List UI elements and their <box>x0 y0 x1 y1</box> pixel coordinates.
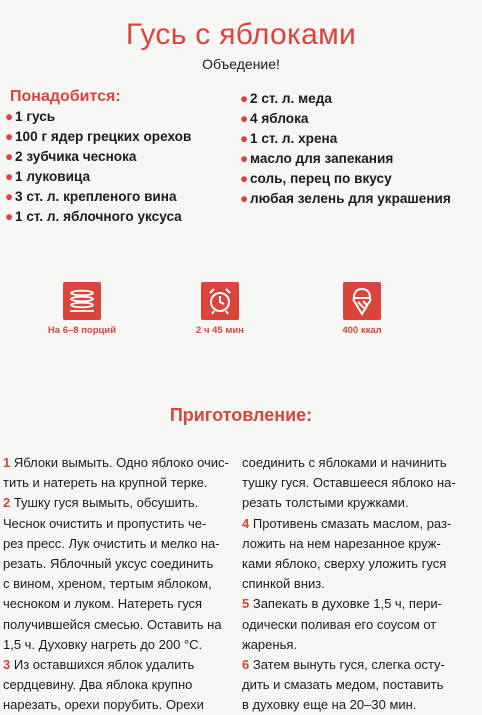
ingredient-item: ● любая зелень для украшения <box>240 189 451 209</box>
step-number: 2 <box>3 495 11 511</box>
text-line: 5 Запекать в духовке 1,5 ч, пери- <box>242 596 442 612</box>
ingredient-item: ● 100 г ядер грецких орехов <box>5 127 191 147</box>
text-line: резать. Яблочный уксус соединить <box>3 555 214 571</box>
ingredient-item: ● 1 луковица <box>5 167 191 187</box>
step-number: 6 <box>242 656 250 672</box>
alarm-clock-icon <box>201 282 239 320</box>
text-line: 4 Противень смазать маслом, раз- <box>242 515 452 531</box>
bullet-icon: ● <box>240 151 249 166</box>
text-line: в духовку еще на 20–30 мин. <box>242 697 417 713</box>
text-line: чесноком и луком. Натереть гуся <box>3 596 203 612</box>
recipe-title: Гусь с яблоками <box>125 18 357 51</box>
text-line: 3 Из оставшихся яблок удалить <box>3 656 195 672</box>
text-line: 6 Затем вынуть гуся, слегка осту- <box>242 656 445 672</box>
ingredient-item: ● 4 яблока <box>240 109 451 129</box>
text-line: дить и смазать медом, поставить <box>242 677 444 693</box>
text-line: сердцевину. Два яблока крупно <box>3 677 193 693</box>
recipe-subtitle: Объедение! <box>202 56 280 72</box>
ingredient-item: ● 2 зубчика чеснока <box>5 147 191 167</box>
bullet-icon: ● <box>240 91 249 106</box>
ingredients-list-right <box>240 89 451 209</box>
bullet-icon: ● <box>5 109 14 124</box>
bullet-icon: ● <box>5 209 14 224</box>
text-line: нарезать, орехи порубить. Орехи <box>3 697 204 713</box>
bullet-icon: ● <box>5 189 14 204</box>
text-line: 1 Яблоки вымыть. Одно яблоко очис- <box>3 455 229 470</box>
bullet-icon: ● <box>240 131 249 146</box>
text-line: Чеснок очистить и пропустить че- <box>3 515 207 531</box>
text-line: тить и натереть на крупной терке. <box>3 475 208 491</box>
text-line: соединить с яблоками и начинить <box>242 455 447 470</box>
text-line: ложить на нем нарезанное круж- <box>242 535 441 551</box>
ingredient-item: ● соль, перец по вкусу <box>240 169 451 189</box>
step-number: 3 <box>3 656 11 672</box>
text-line: рез пресс. Лук очистить и мелко на- <box>3 535 220 551</box>
text-line: с вином, хреном, тертым яблоком, <box>3 576 212 592</box>
step-number: 4 <box>242 515 250 531</box>
bullet-icon: ● <box>5 169 14 184</box>
ingredient-item: ● 2 ст. л. меда <box>240 89 451 109</box>
text-line: ками яблоко, сверху уложить гуся <box>242 555 447 571</box>
step-number: 1 <box>3 455 11 470</box>
text-line: 1,5 ч. Духовку нагреть до 200 °С. <box>3 636 203 652</box>
step-number: 5 <box>242 596 250 612</box>
plates-icon <box>63 282 101 320</box>
text-line: спинкой вниз. <box>242 576 325 592</box>
text-line: резать толстыми кружками. <box>242 495 409 511</box>
text-line: одически поливая его соусом от <box>242 616 437 632</box>
bullet-icon: ● <box>5 129 14 144</box>
bullet-icon: ● <box>240 111 249 126</box>
time-badge <box>170 282 270 336</box>
servings-badge <box>32 282 132 336</box>
ingredients-list-left <box>5 107 191 227</box>
preparation-column-2 <box>242 453 478 715</box>
text-line: жаренья. <box>242 636 297 652</box>
servings-label: На 6–8 порций <box>47 325 117 336</box>
ingredient-item: ● 1 ст. л. яблочного уксуса <box>5 207 191 227</box>
text-line: тушку гуся. Оставшееся яблоко на- <box>242 475 456 491</box>
preparation-heading: Приготовление: <box>169 405 313 425</box>
time-label: 2 ч 45 мин <box>196 325 244 336</box>
bullet-icon: ● <box>240 171 249 186</box>
ice-cream-icon <box>343 282 381 320</box>
bullet-icon: ● <box>240 191 249 206</box>
calories-label: 400 ккал <box>342 325 382 336</box>
calories-badge <box>312 282 412 336</box>
text-line: получившейся смесью. Оставить на <box>3 616 222 632</box>
preparation-column-1 <box>3 453 239 715</box>
bullet-icon: ● <box>5 149 14 164</box>
ingredient-item: ● 1 гусь <box>5 107 191 127</box>
ingredients-heading: Понадобится: <box>10 88 121 105</box>
ingredient-item: ● 3 ст. л. крепленого вина <box>5 187 191 207</box>
ingredient-item: ● 1 ст. л. хрена <box>240 129 451 149</box>
ingredient-item: ● масло для запекания <box>240 149 451 169</box>
text-line: 2 Тушку гуся вымыть, обсушить. <box>3 495 199 511</box>
